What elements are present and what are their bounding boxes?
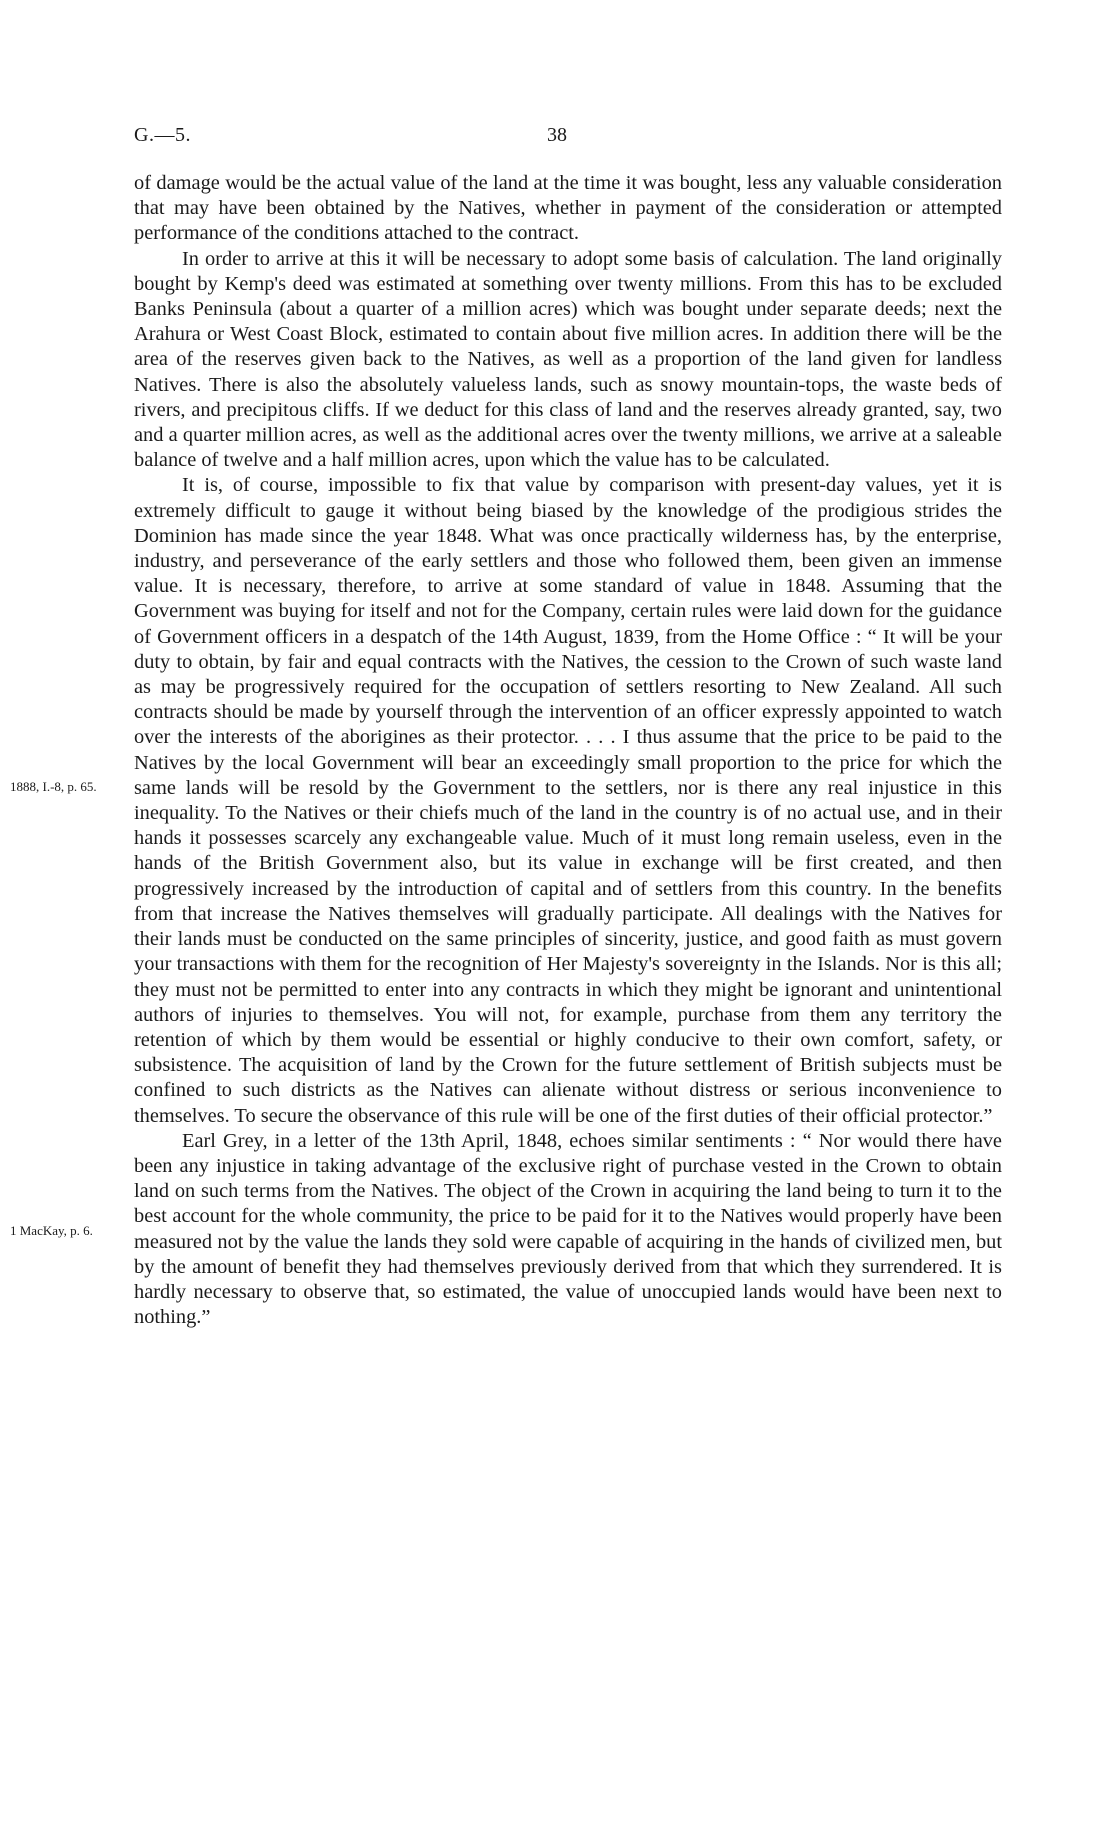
paragraph-earl-grey: Earl Grey, in a letter of the 13th April, 1848, echoes similar sentiments : “ Nor would there have been any injustice in taking advantage of the exclusive right of purchase vested in the Crown to obtain land on such terms from the Natives. The object of the Crown in acquiring the land being to turn it to the best account for the whole community, the price to be paid for it to the Natives would properly have been measured not by the value the lands they sold were capable of acquiring in the hands of civilized men, but by the amount of benefit they had themselves previously derived from that which they surrendered. It is hardly necessary to observe that, so estimated, the value of unoccupied lands would have been next to nothing.” [134, 1129, 1002, 1329]
paragraph-value-1848: It is, of course, impossible to fix that value by comparison with present-day values, yet it is extremely difficult to gauge it without being biased by the knowledge of the prodigious strides the Dominion has made since the year 1848. What was once practically wilderness has, by the enterprise, industry, and perseverance of the early settlers and those who followed them, been given an immense value. It is necessary, therefore, to arrive at some standard of value in 1848. Assuming that the Government was buying for itself and not for the Company, certain rules were laid down for the guidance of Government officers in a despatch of the 14th August, 1839, from the Home Office : “ It will be your duty to obtain, by fair and equal contracts with the Natives, the cession to the Crown of such waste land as may be progressively required for the occupation of settlers resorting to New Zealand. All such contracts should be made by yourself through the intervention of an officer expressly appointed to watch over the interests of the aborigines as their protector. . . . I thus assume that the price to be paid to the Natives by the local Government will bear an exceedingly small proportion to the price for which the same lands will be resold by the Government to the settlers, nor is there any real injustice in this inequality. To the Natives or their chiefs much of the land in the country is of no actual use, and in their hands it possesses scarcely any exchangeable value. Much of it must long remain useless, even in the hands of the British Government also, but its value in exchange will be first created, and then progressively increased by the introduction of capital and of settlers from this country. In the benefits from that increase the Natives themselves will gradually participate. All dealings with the Natives for their lands must be conducted on the same principles of sincerity, justice, and good faith as must govern your transactions with them for the recognition of Her Majesty's sovereignty in the Islands. Nor is this all; they must not be permitted to enter into any contracts in which they might be ignorant and unintentional authors of injuries to themselves. You will not, for example, purchase from them any territory the retention of which by them would be essential or highly conducive to their own comfort, safety, or subsistence. The acquisition of land by the Crown for the future settlement of British subjects must be confined to such districts as the Natives can alienate without distress or serious inconvenience to themselves. To secure the observance of this rule will be one of the first duties of their official protector.” [134, 474, 1002, 1127]
paper-reference: G.—5. [134, 124, 191, 146]
paragraph-calculation: In order to arrive at this it will be necessary to adopt some basis of calculation. The land originally bought by Kemp's deed was estimated at something over twenty millions. From this has to be excluded Banks Peninsula (about a quarter of a million acres) which was bought under separate deeds; next the Arahura or West Coast Block, estimated to contain about five million acres. In addition there will be the area of the reserves given back to the Natives, as well as a proportion of the land given for landless Natives. There is also the absolutely valueless lands, such as snowy mountain-tops, the waste beds of rivers, and precipitous cliffs. If we deduct for this class of land and the reserves already granted, say, two and a quarter million acres, as well as the additional acres over the twenty millions, we arrive at a saleable balance of twelve and a half million acres, upon which the value has to be calculated. [134, 247, 1002, 472]
paragraph-continuation: of damage would be the actual value of the land at the time it was bought, less any valuable consideration that may have been obtained by the Natives, whether in payment of the consideration or attempted performance of the conditions attached to the contract. [134, 172, 1002, 245]
body-text [134, 171, 1002, 1330]
page-number: 38 [547, 124, 567, 146]
margin-note-1888: 1888, I.-8, p. 65. [10, 779, 97, 794]
margin-note-mackay: 1 MacKay, p. 6. [10, 1223, 93, 1238]
